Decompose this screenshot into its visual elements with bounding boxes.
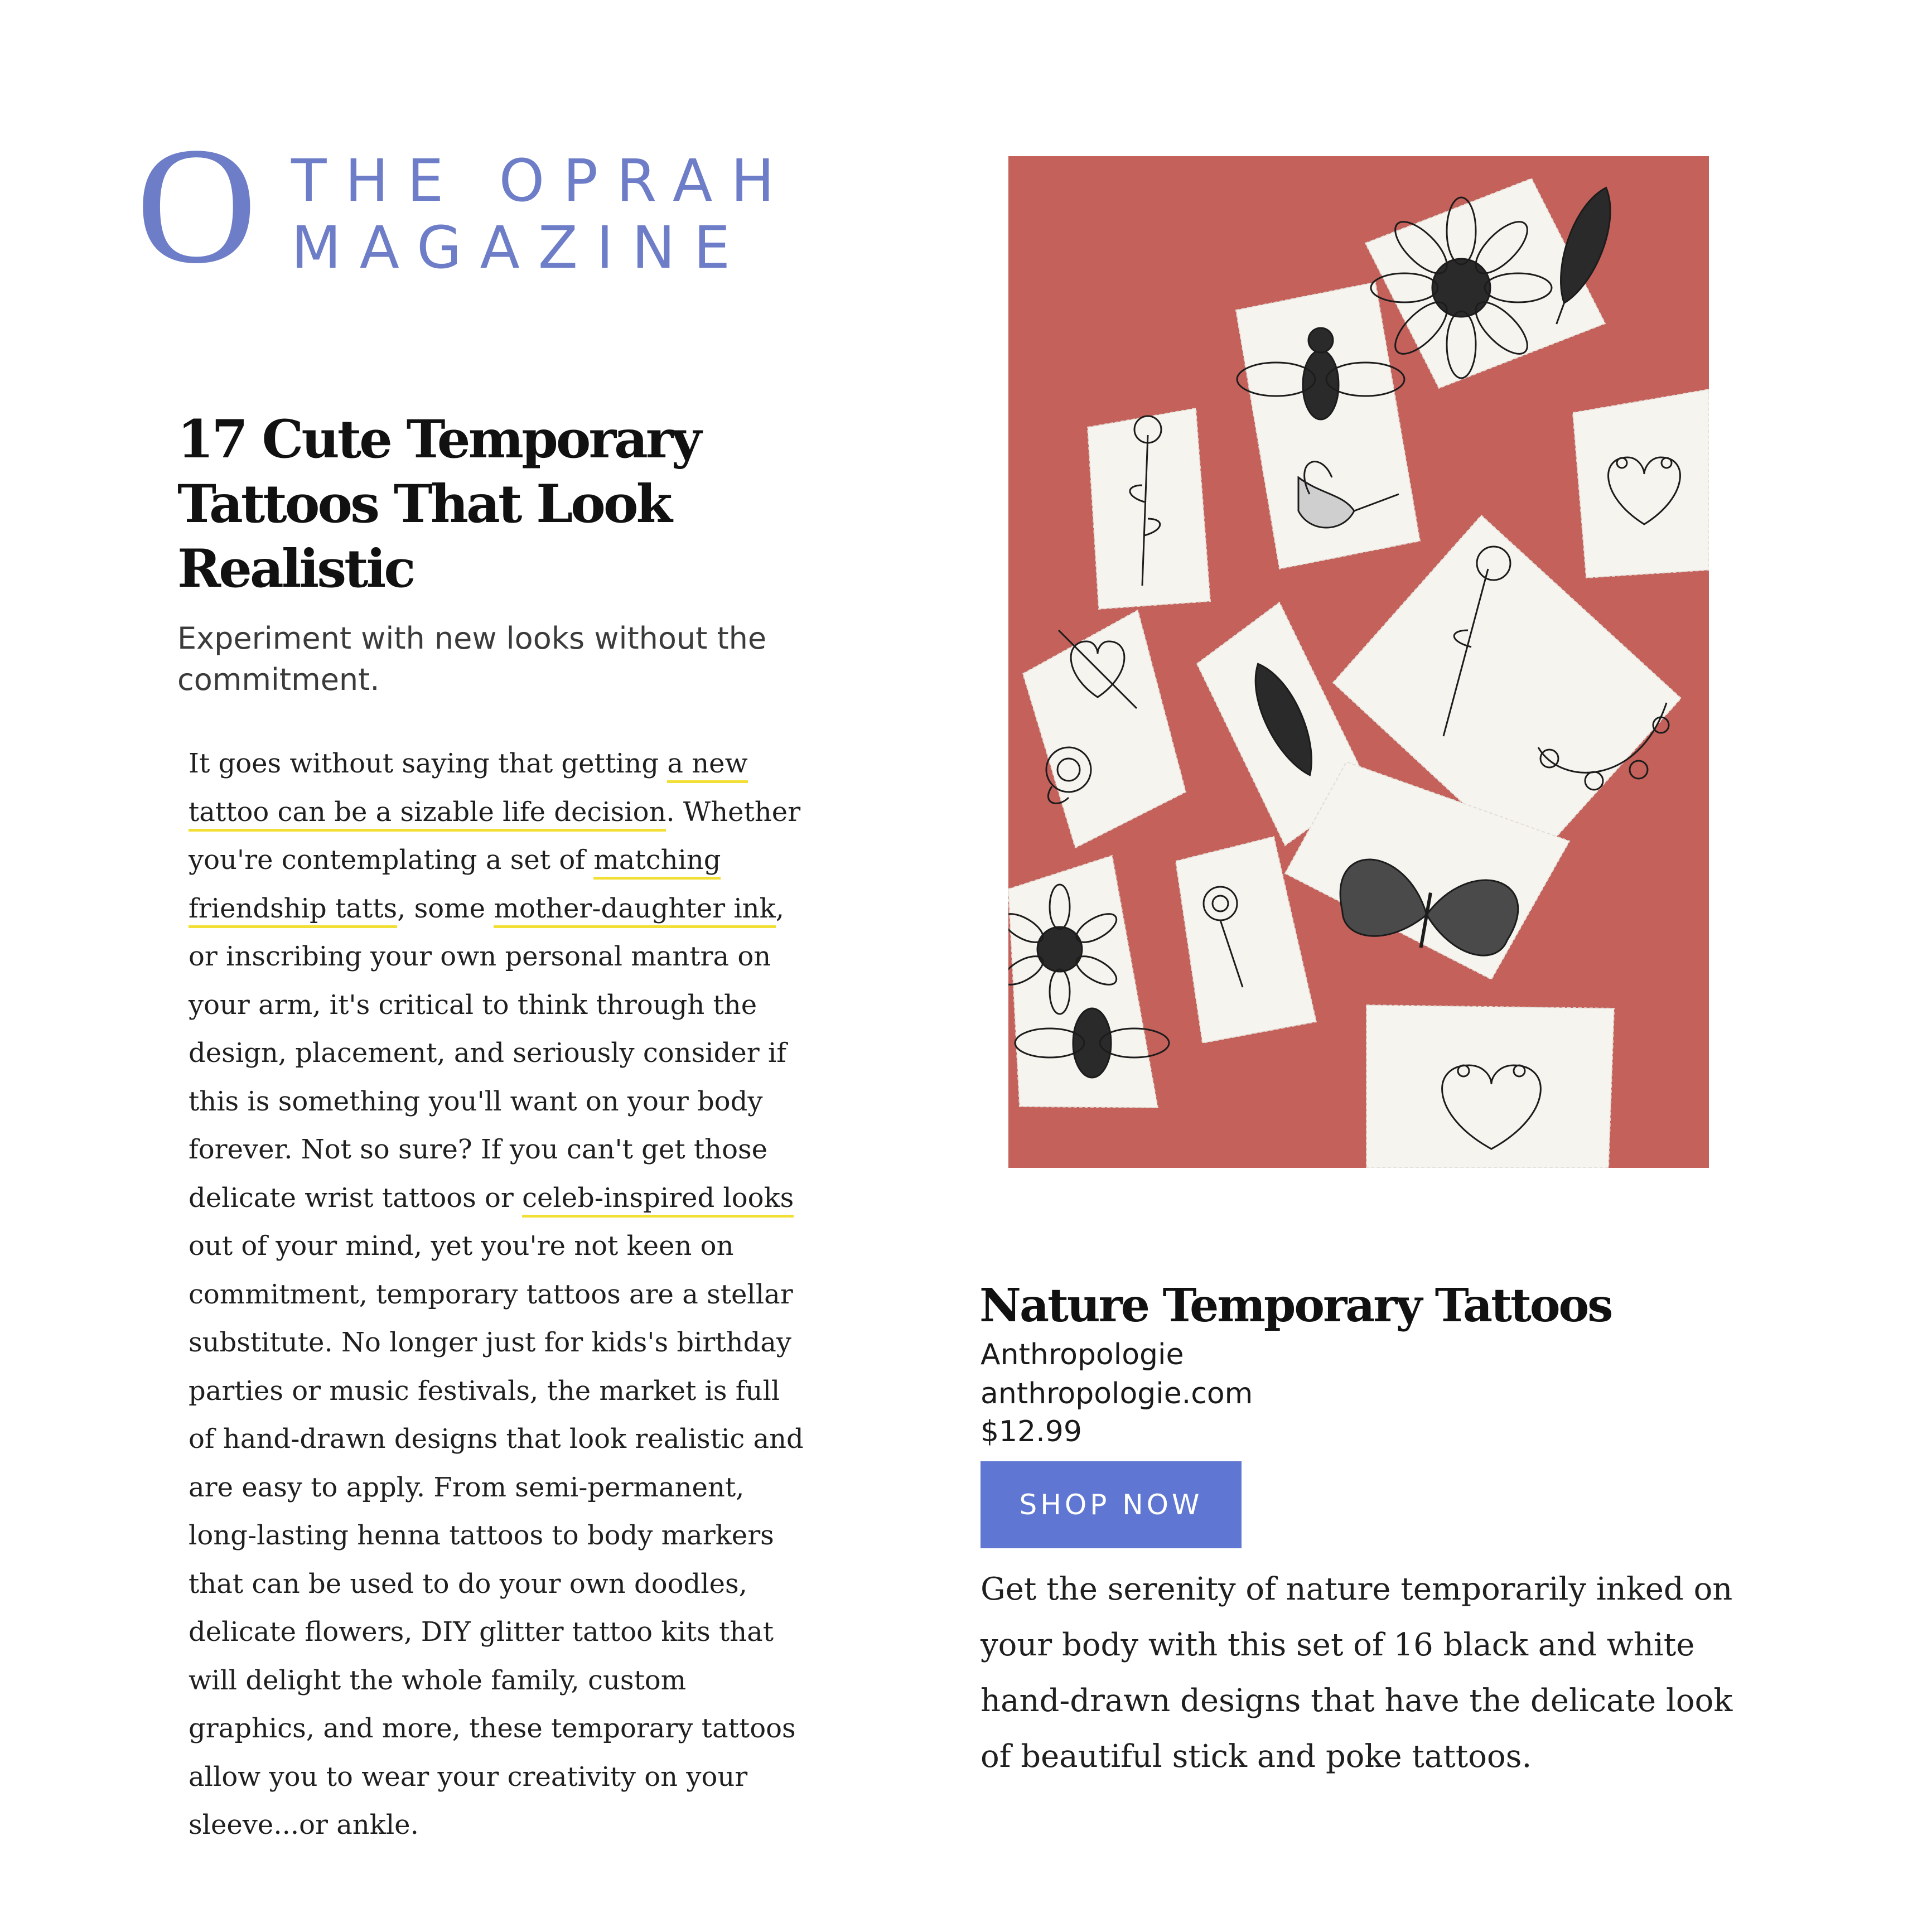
- link-mother-daughter-ink[interactable]: mother-daughter ink: [494, 893, 775, 928]
- body-text-1: It goes without saying that getting: [189, 748, 668, 779]
- article-body: [189, 740, 813, 1849]
- shop-now-button[interactable]: SHOP NOW: [981, 1461, 1242, 1548]
- product-price: $12.99: [981, 1415, 1082, 1448]
- body-text-5: out of your mind, yet you're not keen on commitment, temporary tattoos are a stellar substitute. No longer just for kids's birthday parties or music festivals, the market is full of hand-drawn designs that look realistic and are easy to apply. From semi-permanent, long-lasting henna tattoos to body markers that can be used to do your own doodles, delicate flowers, DIY glitter tattoo kits that will delight the whole family, custom graphics, and more, these temporary tattoos allow you to wear your creativity on your sleeve...or ankle.: [189, 1230, 804, 1841]
- product-site: anthropologie.com: [981, 1377, 1253, 1411]
- link-new-tattoo[interactable]: a new tattoo can be a sizable life decision: [189, 748, 748, 832]
- body-text-2: . Whether you're contemplating a set of: [189, 796, 801, 876]
- article-dek: Experiment with new looks without the commitment.: [177, 621, 767, 697]
- link-matching-friendship-tatts[interactable]: matching friendship tatts: [189, 844, 721, 928]
- oprah-magazine-logo[interactable]: [136, 113, 793, 298]
- body-text-3: , some: [397, 892, 494, 924]
- product-description: Get the serenity of nature temporarily inked on your body with this set of 16 black and white hand-drawn designs that have the delicate look of beautiful stick and poke tattoos.: [981, 1571, 1733, 1775]
- product-image[interactable]: [1008, 156, 1709, 1168]
- logo-line-2: MAGAZINE: [291, 214, 749, 282]
- link-celeb-inspired-looks[interactable]: celeb-inspired looks: [522, 1182, 794, 1218]
- product-retailer: Anthropologie: [981, 1338, 1184, 1371]
- body-text-4: , or inscribing your own personal mantra on your arm, it's critical to think through the design, placement, and seriously consider if this is something you'll want on your body forever. Not so sure? If you can't get those delicate wrist tattoos or: [189, 892, 787, 1214]
- product-name: Nature Temporary Tattoos: [979, 1279, 1612, 1332]
- article-title: 17 Cute Temporary Tattoos That Look Realistic: [177, 409, 700, 600]
- logo-o-mark: O: [136, 113, 257, 298]
- logo-line-1: THE OPRAH: [291, 147, 793, 215]
